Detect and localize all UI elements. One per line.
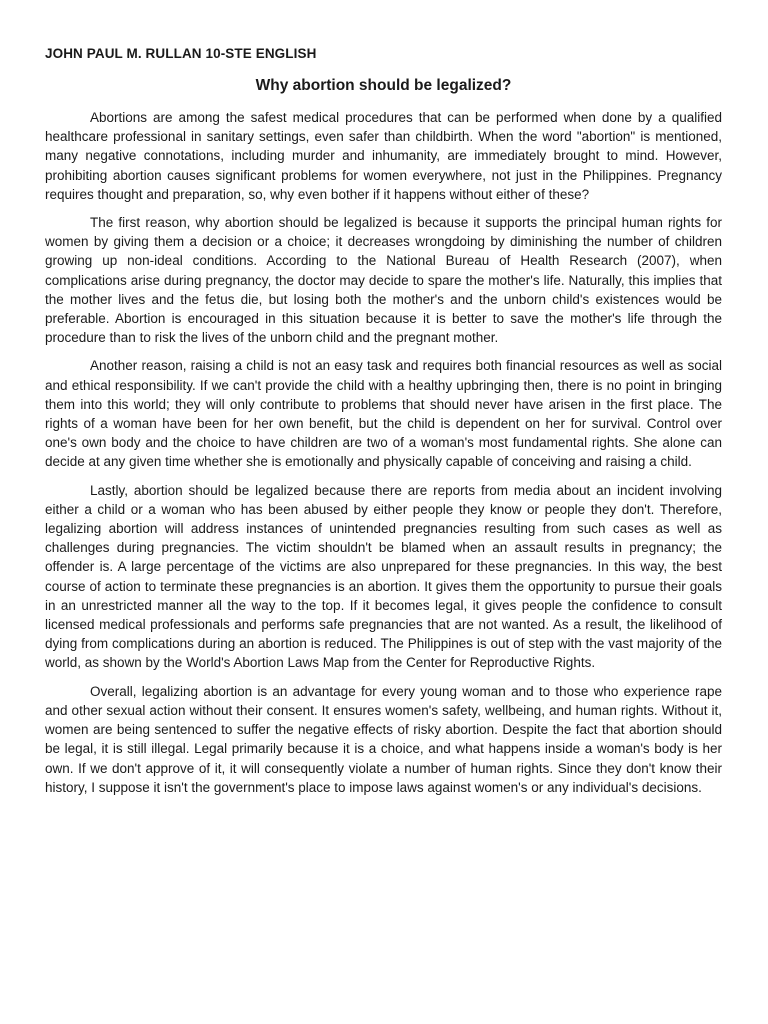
paragraph-5: Overall, legalizing abortion is an advantage for every young woman and to those who experience rape and other sexual action without their consent. It ensures women's safety, wellbeing, and human rights. Without it, women are being sentenced to suffer the negative effects of risky abortion. Despite the fact that abortion should be legal, it is still illegal. Legal primarily because it is a choice, and what happens inside a woman's body is her own. If we don't approve of it, it will consequently violate a number of human rights. Since they don't know their history, I suppose it isn't the government's place to impose laws against women's or any individual's decisions. — [45, 683, 722, 795]
author-heading: JOHN PAUL M. RULLAN 10-STE ENGLISH — [45, 46, 317, 61]
document-page — [45, 46, 722, 806]
essay-title: Why abortion should be legalized? — [255, 77, 512, 94]
paragraph-4: Lastly, abortion should be legalized because there are reports from media about an incident involving either a child or a woman who has been abused by either people they know or people they don't. Therefore, legalizing abortion will address instances of unintended pregnancies resulting from such cases as well as challenges during pregnancies. The victim shouldn't be blamed when an assault results in pregnancy; the offender is. A large percentage of the victims are also unprepared for these pregnancies. In this way, the best course of action to terminate these pregnancies is an abortion. It gives them the opportunity to pursue their goals in an unrestricted manner all the way to the top. If it becomes legal, it gives people the confidence to consult licensed medical professionals and performs safe pregnancies that are not wanted. As a result, the likelihood of dying from complications during an abortion is reduced. The Philippines is out of step with the vast majority of the world, as shown by the World's Abortion Laws Map from the Center for Reproductive Rights. — [45, 482, 722, 671]
paragraph-2: The first reason, why abortion should be legalized is because it supports the principal human rights for women by giving them a decision or a choice; it decreases wrongdoing by diminishing the number of children growing up non-ideal conditions. According to the National Bureau of Health Research (2007), when complications arise during pregnancy, the doctor may decide to spare the mother's life. Naturally, this implies that the mother lives and the fetus die, but losing both the mother's and the unborn child's existences would be preferable. Abortion is encouraged in this situation because it is better to save the mother's life through the procedure than to risk the lives of the unborn child and the pregnant mother. — [45, 215, 722, 346]
paragraph-3: Another reason, raising a child is not an easy task and requires both financial resources as well as social and ethical responsibility. If we can't provide the child with a healthy upbringing then, there is no point in bringing them into this world; they will only contribute to problems that should never have arisen in the first place. The rights of a woman have been for her own benefit, but the child is dependent on her for survival. Control over one's own body and the choice to have children are two of a woman's most fundamental rights. She alone can decide at any given time whether she is emotionally and physically capable of conceiving and raising a child. — [45, 358, 722, 470]
paragraph-1: Abortions are among the safest medical procedures that can be performed when done by a qualified healthcare professional in sanitary settings, even safer than childbirth. When the word "abortion" is mentioned, many negative connotations, including murder and inhumanity, are immediately brought to mind. However, prohibiting abortion causes significant problems for women everywhere, not just in the Philippines. Pregnancy requires thought and preparation, so, why even bother if it happens without either of these? — [45, 110, 722, 202]
